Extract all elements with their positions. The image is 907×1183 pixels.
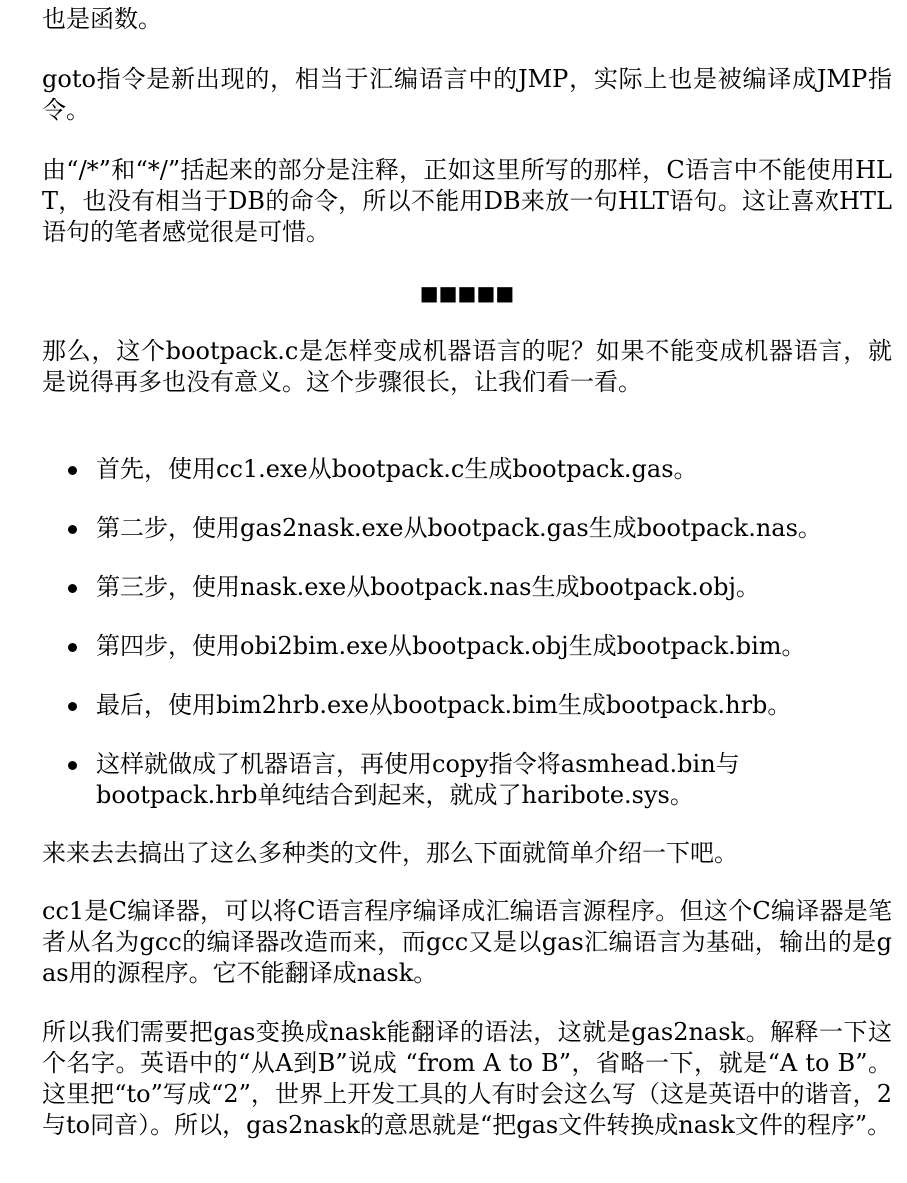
list-item-text: 第二步，使用gas2nask.exe从bootpack.gas生成bootpack.nas。 (96, 514, 822, 542)
bullet-icon (68, 761, 77, 770)
list-item (42, 513, 892, 544)
bullet-icon (68, 643, 77, 652)
bullet-icon (68, 525, 77, 534)
paragraph-text: goto指令是新出现的，相当于汇编语言中的JMP，实际上也是被编译成JMP指令。 (42, 65, 892, 124)
list-item-text: 第三步，使用nask.exe从bootpack.nas生成bootpack.obj。 (96, 573, 760, 601)
bullet-icon (68, 702, 77, 711)
paragraph-text: cc1是C编译器，可以将C语言程序编译成汇编语言源程序。但这个C编译器是笔者从名为gcc的编译器改造而来，而gcc又是以gas汇编语言为基础，输出的是gas用的源程序。它不能翻译成nask。 (42, 897, 892, 987)
list-item (42, 454, 892, 485)
list-item-text: 第四步，使用obi2bim.exe从bootpack.obj生成bootpack.bim。 (96, 632, 806, 660)
list-item (42, 572, 892, 603)
paragraph-gas2nask (42, 1017, 892, 1141)
paragraph-summary (42, 838, 892, 869)
list-item-text: 首先，使用cc1.exe从bootpack.c生成bootpack.gas。 (96, 455, 698, 483)
paragraph-cc1 (42, 896, 892, 989)
list-item-text: 最后，使用bim2hrb.exe从bootpack.bim生成bootpack.hrb。 (96, 691, 792, 719)
paragraph-goto (42, 64, 892, 126)
list-item-text: 这样就做成了机器语言，再使用copy指令将asmhead.bin与bootpack.hrb单纯结合到起来，就成了haribote.sys。 (96, 750, 740, 809)
paragraph-text: 那么，这个bootpack.c是怎样变成机器语言的呢？如果不能变成机器语言，就是说得再多也没有意义。这个步骤很长，让我们看一看。 (42, 337, 892, 396)
paragraph-intro (42, 336, 892, 398)
section-divider: ■■■■■ (419, 281, 515, 305)
paragraph-comments (42, 155, 892, 248)
paragraph-text: 来来去去搞出了这么多种类的文件，那么下面就简单介绍一下吧。 (42, 839, 738, 867)
list-item (42, 631, 892, 662)
paragraph-text: 所以我们需要把gas变换成nask能翻译的语法，这就是gas2nask。解释一下这个名字。英语中的“从A到B”说成 “from A to B”，省略一下，就是“A to B”。这里把“to”写成“2”，世界上开发工具的人有时会这么写（这是英语中的谐音，2与to同音）。所以，gas2nask的意思就是“把gas文件转换成nask文件的程序”。 (42, 1018, 892, 1139)
paragraph-text: 也是函数。 (42, 5, 162, 33)
paragraph-text: 由“/*”和“*/”括起来的部分是注释，正如这里所写的那样，C语言中不能使用HLT，也没有相当于DB的命令，所以不能用DB来放一句HLT语句。这让喜欢HTL语句的笔者感觉很是可惜。 (42, 156, 892, 246)
paragraph-functions (42, 4, 892, 35)
bullet-icon (68, 466, 77, 475)
build-steps-list (42, 454, 892, 811)
list-item (42, 690, 892, 721)
list-item (42, 749, 892, 811)
bullet-icon (68, 584, 77, 593)
